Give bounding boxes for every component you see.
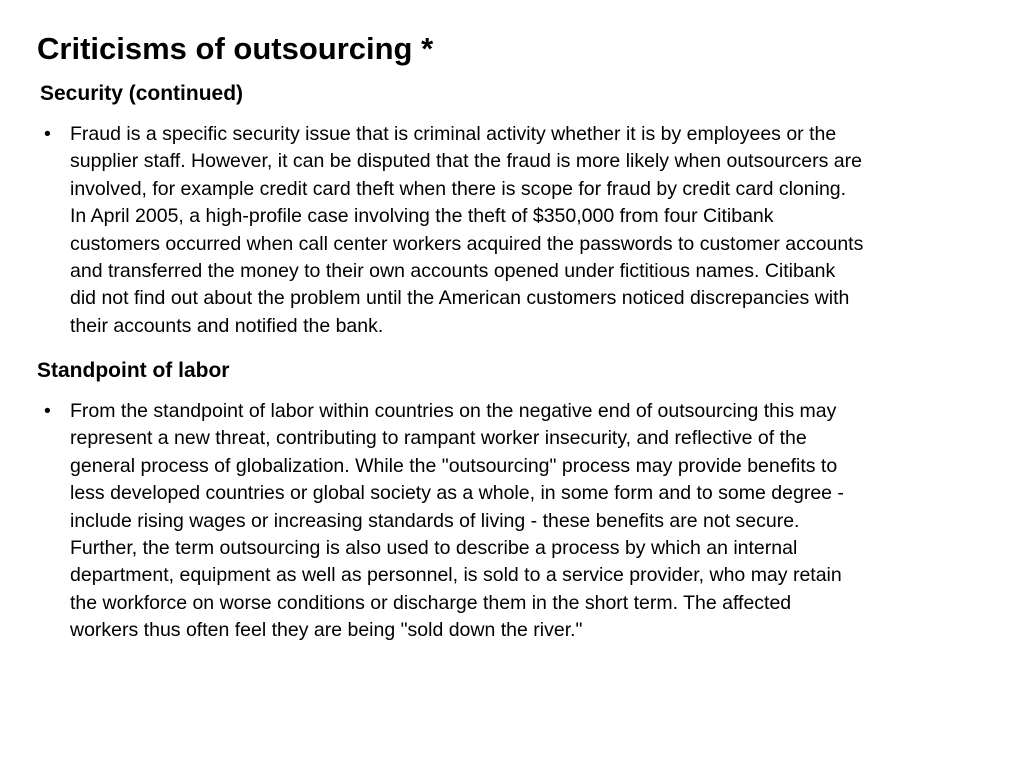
text-line: represent a new threat, contributing to rampant worker insecurity, and reflective of the [70, 427, 807, 450]
text-line: Fraud is a specific security issue that is criminal activity whether it is by employees or the [70, 123, 837, 145]
bullet-dot-icon: • [44, 400, 51, 422]
bullet-item-security [44, 121, 1004, 340]
text-line: customers occurred when call center workers acquired the passwords to customer accounts [70, 232, 864, 255]
text-line: include rising wages or increasing standards of living - these benefits are not secure. [70, 509, 800, 532]
section-heading-labor: Standpoint of labor [37, 359, 230, 382]
text-line: less developed countries or global society as a whole, in some form and to some degree - [70, 482, 844, 505]
text-line: did not find out about the problem until the American customers noticed discrepancies with [70, 287, 850, 310]
text-line: From the standpoint of labor within countries on the negative end of outsourcing this may [70, 400, 837, 422]
bullet-text-security [70, 121, 1004, 340]
text-line: Further, the term outsourcing is also used to describe a process by which an internal [70, 537, 798, 560]
text-line: involved, for example credit card theft when there is scope for fraud by credit card cloning. [70, 177, 847, 200]
text-line: In April 2005, a high-profile case involving the theft of $350,000 from four Citibank [70, 205, 774, 228]
text-line: the workforce on worse conditions or discharge them in the short term. The affected [70, 591, 792, 614]
text-line: their accounts and notified the bank. [70, 314, 384, 337]
text-line: supplier staff. However, it can be disputed that the fraud is more likely when outsourcers are [70, 150, 862, 173]
slide-title: Criticisms of outsourcing * [37, 31, 434, 66]
text-line: department, equipment as well as personnel, is sold to a service provider, who may retain [70, 564, 842, 587]
text-line: workers thus often feel they are being "sold down the river." [70, 619, 583, 642]
bullet-text-labor [70, 398, 1004, 645]
bullet-item-labor [44, 398, 1004, 645]
text-line: and transferred the money to their own accounts opened under fictitious names. Citibank [70, 260, 836, 283]
text-line: general process of globalization. While the "outsourcing" process may provide benefits to [70, 454, 838, 477]
section-heading-security: Security (continued) [40, 82, 244, 105]
bullet-dot-icon: • [44, 123, 51, 145]
